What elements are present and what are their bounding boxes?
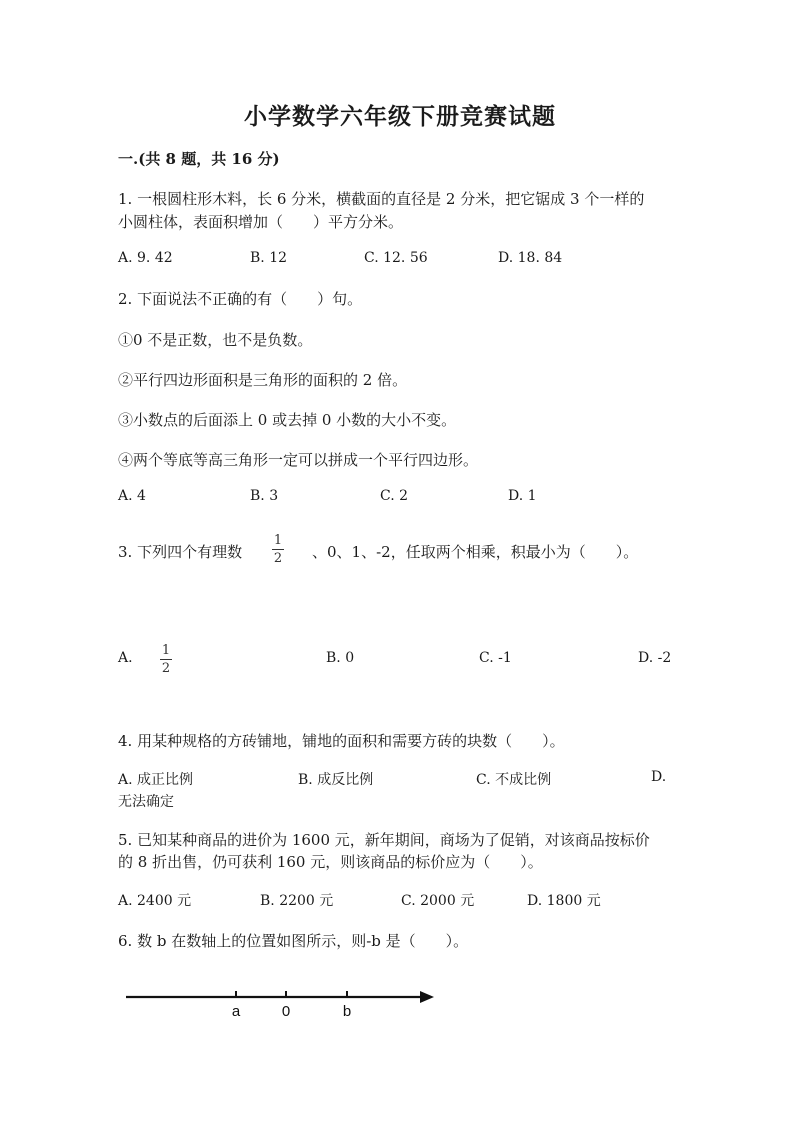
label-a: a	[231, 1003, 241, 1020]
section-heading: 一.(共 8 题，共 16 分)	[118, 150, 280, 168]
question-5-line-1: 5. 已知某种商品的进价为 1600 元，新年期间，商场为了促销，对该商品按标价	[118, 831, 650, 849]
question-3-option-a-fraction	[160, 643, 172, 676]
question-4-option-a: A. 成正比例	[118, 772, 194, 788]
question-5-option-d: D. 1800 元	[527, 893, 601, 909]
question-1-line-1: 1. 一根圆柱形木料，长 6 分米，横截面的直径是 2 分米，把它锯成 3 个一样的	[118, 190, 645, 208]
question-2-option-c: C. 2	[380, 488, 409, 504]
question-1-option-c: C. 12. 56	[364, 250, 428, 266]
question-3-option-a: A.	[118, 650, 133, 666]
question-2-option-a: A. 4	[118, 488, 146, 504]
question-6-stem: 6. 数 b 在数轴上的位置如图所示，则-b 是（ ）。	[118, 932, 469, 950]
question-2-option-d: D. 1	[508, 488, 537, 504]
number-line-figure	[120, 985, 450, 1025]
fraction-bar	[160, 659, 172, 660]
question-5-line-2: 的 8 折出售，仍可获利 160 元，则该商品的标价应为（ ）。	[118, 853, 543, 871]
question-2-statement-1: ①0 不是正数，也不是负数。	[118, 331, 313, 349]
fraction-denominator: 2	[273, 551, 283, 566]
label-zero: 0	[281, 1003, 291, 1020]
question-3-suffix: 、0、1、-2，任取两个相乘，积最小为（ ）。	[312, 543, 639, 561]
fraction-numerator: 1	[161, 643, 171, 658]
question-1-line-2: 小圆柱体，表面积增加（ ）平方分米。	[118, 213, 404, 231]
question-3-prefix: 3. 下列四个有理数	[118, 543, 243, 561]
question-3-option-b: B. 0	[326, 650, 355, 666]
question-3-fraction	[272, 533, 284, 566]
question-4-option-d: D.	[651, 769, 667, 785]
question-3-option-d: D. -2	[638, 650, 672, 666]
question-1-option-b: B. 12	[250, 250, 288, 266]
question-5-option-a: A. 2400 元	[118, 893, 192, 909]
question-4-stem: 4. 用某种规格的方砖铺地，铺地的面积和需要方砖的块数（ ）。	[118, 732, 565, 750]
label-b: b	[342, 1003, 352, 1020]
question-2-stem: 2. 下面说法不正确的有（ ）句。	[118, 290, 363, 308]
question-2-statement-2: ②平行四边形面积是三角形的面积的 2 倍。	[118, 371, 408, 389]
question-1-option-d: D. 18. 84	[498, 250, 563, 266]
question-5-option-c: C. 2000 元	[401, 893, 475, 909]
question-4-option-b: B. 成反比例	[298, 772, 374, 788]
question-1-option-a: A. 9. 42	[118, 250, 173, 266]
question-4-option-c: C. 不成比例	[476, 772, 552, 788]
question-5-option-b: B. 2200 元	[260, 893, 334, 909]
question-2-statement-3: ③小数点的后面添上 0 或去掉 0 小数的大小不变。	[118, 411, 457, 429]
fraction-denominator: 2	[161, 661, 171, 676]
fraction-numerator: 1	[273, 533, 283, 548]
question-4-option-d-text: 无法确定	[118, 794, 174, 810]
fraction-bar	[272, 549, 284, 550]
question-3-option-c: C. -1	[479, 650, 512, 666]
question-2-statement-4: ④两个等底等高三角形一定可以拼成一个平行四边形。	[118, 451, 479, 469]
page-title: 小学数学六年级下册竞赛试题	[244, 103, 556, 130]
question-2-option-b: B. 3	[250, 488, 279, 504]
number-line-arrow	[420, 991, 434, 1003]
